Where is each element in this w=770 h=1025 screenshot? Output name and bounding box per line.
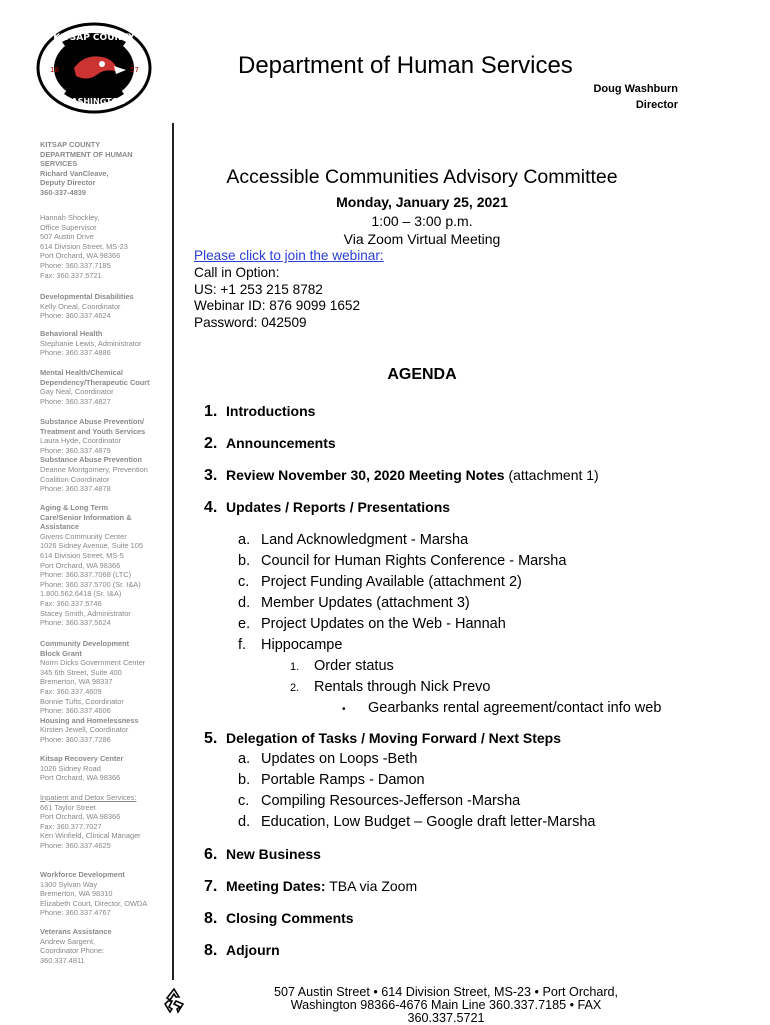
sidebar-contact-line: Mental Health/Chemical bbox=[40, 368, 123, 377]
sidebar-contact-line: Ken Winfield, Clinical Manager bbox=[40, 831, 141, 841]
sidebar-contact-line: Phone: 360.337.4886 bbox=[40, 348, 111, 358]
agenda-item-number: 2. bbox=[204, 435, 218, 452]
sidebar-contact-line: KITSAP COUNTY bbox=[40, 140, 101, 149]
agenda-item-number: 1. bbox=[204, 403, 218, 420]
sidebar-contact-line: Community Development bbox=[40, 639, 130, 648]
sidebar-contact-line: Care/Senior Information & bbox=[40, 512, 132, 522]
agenda-item-number: 8. bbox=[204, 942, 218, 959]
sidebar-contact-line: Givens Community Center bbox=[40, 531, 127, 541]
agenda-subsubitem-text: Rentals through Nick Prevo bbox=[314, 679, 491, 695]
agenda-subitem bbox=[238, 595, 470, 611]
agenda-subitem bbox=[238, 616, 506, 632]
agenda-subitem-text: Project Updates on the Web - Hannah bbox=[261, 616, 506, 632]
agenda-item-title: Meeting Dates: bbox=[226, 878, 326, 894]
director-name: Doug Washburn bbox=[593, 83, 678, 95]
agenda-item bbox=[204, 942, 280, 960]
sidebar-contact-line: Substance Abuse Prevention bbox=[40, 455, 142, 465]
agenda-subitem-text: Council for Human Rights Conference - Marsha bbox=[261, 553, 567, 569]
agenda-item-title: Adjourn bbox=[226, 942, 280, 958]
seal-text-bottom: WASHINGTON bbox=[62, 97, 126, 106]
webinar-join-link[interactable]: Please click to join the webinar: bbox=[194, 248, 384, 263]
sidebar-contact-line: Coordinator Phone: bbox=[40, 946, 105, 956]
agenda-subsubitem-marker: 1. bbox=[290, 661, 300, 673]
agenda-subitem-marker: c. bbox=[238, 574, 250, 590]
agenda-subitem-marker: b. bbox=[238, 553, 251, 569]
sidebar-contact-line: 1026 Sidney Avenue, Suite 105 bbox=[40, 541, 144, 551]
sidebar-contact-line: 360.337.4811 bbox=[40, 955, 85, 965]
sidebar-contact-line: Deputy Director bbox=[40, 178, 96, 188]
agenda-item-title: Announcements bbox=[226, 435, 336, 451]
seal-year-left: 18 bbox=[50, 66, 59, 74]
agenda-item-number: 5. bbox=[204, 730, 218, 747]
footer-address bbox=[268, 986, 624, 1025]
sidebar-contact-line: Port Orchard, WA 98366 bbox=[40, 812, 121, 822]
sidebar-contact-line: 507 Austin Drive bbox=[40, 232, 94, 242]
sidebar-contact-line: Kirsten Jewell, Coordinator bbox=[40, 725, 129, 735]
sidebar-contact-line: Phone: 360.337.5700 (Sr. I&A) bbox=[40, 579, 141, 589]
agenda-item bbox=[204, 435, 336, 453]
agenda-item-title: Review November 30, 2020 Meeting Notes bbox=[226, 467, 505, 483]
agenda-item bbox=[204, 499, 450, 517]
agenda-subitem-marker: c. bbox=[238, 793, 250, 809]
department-title: Department of Human Services bbox=[238, 52, 573, 79]
agenda-item-number: 6. bbox=[204, 846, 218, 863]
sidebar-contact-line: 614 Division Street, MS-23 bbox=[40, 241, 128, 251]
sidebar-contact-line: SERVICES bbox=[40, 159, 78, 169]
agenda-item-title: Introductions bbox=[226, 403, 316, 419]
agenda-subitem-marker: a. bbox=[238, 751, 251, 767]
sidebar-contact-line: Workforce Development bbox=[40, 870, 125, 879]
sidebar-contact-block bbox=[40, 793, 166, 851]
agenda-subitem-text: Compiling Resources-Jefferson -Marsha bbox=[261, 793, 521, 809]
agenda-item-note: TBA via Zoom bbox=[325, 878, 418, 894]
sidebar-contact-line: Developmental Disabilities bbox=[40, 292, 134, 301]
sidebar-contact-line: Phone: 360.337.4879 bbox=[40, 445, 111, 455]
agenda-item-number: 8. bbox=[204, 910, 218, 927]
agenda-subitem-marker: b. bbox=[238, 772, 251, 788]
agenda-subitem bbox=[238, 637, 342, 653]
sidebar-contact-line: Substance Abuse Prevention/ bbox=[40, 417, 145, 426]
sidebar-contact-block bbox=[40, 140, 166, 198]
sidebar-contact-line: Richard VanCleave, bbox=[40, 168, 109, 178]
meeting-venue: Via Zoom Virtual Meeting bbox=[343, 231, 501, 247]
sidebar-contact-block bbox=[40, 927, 166, 965]
agenda-subitem-text: Education, Low Budget – Google draft letter-Marsha bbox=[261, 814, 596, 830]
sidebar-contact-line: Treatment and Youth Services bbox=[40, 426, 146, 436]
sidebar-contact-block bbox=[40, 368, 166, 406]
call-in-phone: US: +1 253 215 8782 bbox=[194, 282, 323, 297]
webinar-password: Password: 042509 bbox=[194, 315, 307, 330]
sidebar-contact-line: Gay Neal, Coordinator bbox=[40, 387, 114, 397]
sidebar-contact-line: Stacey Smith, Administrator bbox=[40, 608, 131, 618]
sidebar-contact-line: Andrew Sargent, bbox=[40, 936, 96, 946]
agenda-item-number: 7. bbox=[204, 878, 218, 895]
sidebar-contact-line: Phone: 360.337.7185 bbox=[40, 260, 111, 270]
sidebar-contact-line: Behavioral Health bbox=[40, 329, 103, 338]
agenda-subitem-text: Hippocampe bbox=[261, 637, 343, 653]
agenda-subitem-marker: f. bbox=[238, 637, 247, 653]
sidebar-contact-line: 1026 Sidney Road bbox=[40, 763, 101, 773]
agenda-item-title: Updates / Reports / Presentations bbox=[226, 499, 451, 515]
sidebar-contact-line: Elizabeth Court, Director, OWDA bbox=[40, 898, 148, 908]
agenda-subitem-marker: d. bbox=[238, 595, 251, 611]
sidebar-contact-line: Phone: 360.337.5624 bbox=[40, 618, 111, 628]
sidebar-contact-line: 360-337-4839 bbox=[40, 187, 87, 197]
meeting-date: Monday, January 25, 2021 bbox=[336, 194, 508, 210]
agenda-subsubitem-text: Order status bbox=[314, 658, 394, 674]
agenda-item bbox=[204, 878, 417, 896]
agenda-item bbox=[204, 467, 599, 485]
sidebar-contact-line: Port Orchard, WA 98366 bbox=[40, 560, 121, 570]
sidebar-contact-line: Phone: 360.337.4606 bbox=[40, 706, 111, 716]
sidebar-contact-line: 661 Taylor Street bbox=[40, 802, 96, 812]
sidebar-contact-line: Coalition Coordinator bbox=[40, 474, 110, 484]
webinar-id: Webinar ID: 876 9099 1652 bbox=[194, 298, 361, 313]
sidebar-contact-block bbox=[40, 870, 166, 918]
sidebar-contact-line: Port Orchard, WA 98366 bbox=[40, 251, 121, 261]
sidebar-contact-line: Port Orchard, WA 98366 bbox=[40, 773, 121, 783]
agenda-bullet bbox=[342, 700, 661, 716]
footer-line-2: Washington 98366-4676 Main Line 360.337.7185 • FAX bbox=[290, 998, 602, 1012]
meeting-time: 1:00 – 3:00 p.m. bbox=[371, 213, 473, 229]
sidebar-contact-line: 1300 Sylvan Way bbox=[40, 879, 98, 889]
sidebar-contact-line: Aging & Long Term bbox=[40, 503, 109, 512]
sidebar-contact-line: Deanne Montgomery, Prevention bbox=[40, 464, 148, 474]
agenda-bullet-text: Gearbanks rental agreement/contact info web bbox=[368, 700, 662, 716]
sidebar-contact-line: 1.800.562.6418 (Sr. I&A) bbox=[40, 589, 122, 599]
agenda-subitem bbox=[238, 751, 417, 767]
agenda-subitem bbox=[238, 553, 566, 569]
sidebar-contact-line: Block Grant bbox=[40, 648, 82, 658]
agenda-item-note: (attachment 1) bbox=[504, 467, 599, 483]
sidebar-contact-line: Phone: 360.337.4827 bbox=[40, 396, 111, 406]
sidebar-contact-line: Bremerton, WA 98310 bbox=[40, 889, 113, 899]
agenda-subitem bbox=[238, 574, 522, 590]
agenda-subitem bbox=[238, 793, 520, 809]
agenda-item bbox=[204, 403, 315, 421]
sidebar-contact-line: Stephanie Lewis, Administrator bbox=[40, 338, 142, 348]
sidebar-contact-line: Kitsap Recovery Center bbox=[40, 754, 124, 763]
committee-title: Accessible Communities Advisory Committee bbox=[226, 166, 618, 188]
sidebar-contact-block bbox=[40, 417, 166, 494]
sidebar-contact-line: Phone: 360.337.7286 bbox=[40, 734, 111, 744]
sidebar-contact-line: Phone: 360.337.4625 bbox=[40, 840, 111, 850]
sidebar-contact-line: 345 6th Street, Suite 400 bbox=[40, 667, 122, 677]
agenda-item-title: Closing Comments bbox=[226, 910, 354, 926]
sidebar-contact-line: Dependency/Therapeutic Court bbox=[40, 377, 150, 387]
sidebar-contact-block bbox=[40, 329, 166, 358]
agenda-bullet-marker: • bbox=[342, 704, 346, 715]
sidebar-contact-line: Assistance bbox=[40, 522, 80, 532]
sidebar-contact-line: Office Supervisor bbox=[40, 222, 97, 232]
seal-year-right: 57 bbox=[130, 66, 139, 74]
agenda-subitem bbox=[238, 814, 596, 830]
agenda-subitem-marker: a. bbox=[238, 532, 251, 548]
agenda-subsubitem bbox=[290, 679, 491, 695]
agenda-item-title: New Business bbox=[226, 846, 321, 862]
sidebar-contact-line: Fax: 360.337.5746 bbox=[40, 598, 102, 608]
agenda-subitem-text: Project Funding Available (attachment 2) bbox=[261, 574, 522, 590]
agenda-subsubitem-marker: 2. bbox=[290, 682, 300, 694]
sidebar-contact-line: Fax: 360.377.7027 bbox=[40, 821, 102, 831]
agenda-item bbox=[204, 910, 354, 928]
sidebar-contact-block bbox=[40, 754, 166, 783]
agenda-item-number: 3. bbox=[204, 467, 218, 484]
sidebar-contact-line: Bonnie Tufts, Coordinator bbox=[40, 696, 124, 706]
county-seal-logo bbox=[36, 22, 152, 114]
sidebar-contact-line: Phone: 360.337.4878 bbox=[40, 484, 111, 494]
agenda-subitem-marker: e. bbox=[238, 616, 251, 632]
sidebar-contact-block bbox=[40, 292, 166, 321]
sidebar-contact-block bbox=[40, 503, 166, 628]
director-title: Director bbox=[635, 99, 678, 111]
agenda-title: AGENDA bbox=[387, 366, 457, 383]
agenda-item-title: Delegation of Tasks / Moving Forward / Next Steps bbox=[226, 730, 562, 746]
sidebar-contact-line: Hannah Shockley, bbox=[40, 213, 100, 222]
sidebar-contact-line: Housing and Homelessness bbox=[40, 715, 139, 725]
sidebar-contact-line: Bremerton, WA 98337 bbox=[40, 677, 113, 687]
seal-text-top: KITSAP COUNTY bbox=[53, 33, 135, 43]
sidebar-contact-block bbox=[40, 213, 166, 280]
sidebar-contact-line: Phone: 360.337.4624 bbox=[40, 311, 111, 321]
footer-line-1: 507 Austin Street • 614 Division Street, MS-23 • Port Orchard, bbox=[273, 985, 619, 999]
sidebar-contact-line: Kelly Oneal, Coordinator bbox=[40, 301, 121, 311]
sidebar-contact-line: Fax: 360.337.5721 bbox=[40, 270, 102, 280]
agenda-item bbox=[204, 730, 561, 748]
sidebar-contact-line: Veterans Assistance bbox=[40, 927, 112, 936]
sidebar-contact-line: Phone: 360.337.7068 (LTC) bbox=[40, 570, 132, 580]
agenda-subsubitem bbox=[290, 658, 394, 674]
agenda-item-number: 4. bbox=[204, 499, 218, 516]
agenda-subitem bbox=[238, 772, 425, 788]
footer-line-3: 360.337.5721 bbox=[407, 1011, 485, 1025]
sidebar-contact-line: Inpatient and Detox Services: bbox=[40, 793, 137, 802]
agenda-item bbox=[204, 846, 321, 864]
agenda-subitem-text: Member Updates (attachment 3) bbox=[261, 595, 470, 611]
sidebar-contact-line: Phone: 360.337.4767 bbox=[40, 908, 111, 918]
call-in-label: Call in Option: bbox=[194, 265, 280, 280]
recycle-icon bbox=[160, 986, 188, 1014]
sidebar-contact-line: Laura Hyde, Coordinator bbox=[40, 436, 121, 446]
sidebar-contact-line: Norm Dicks Government Center bbox=[40, 658, 146, 668]
sidebar-divider bbox=[172, 123, 174, 980]
agenda-subitem-text: Land Acknowledgment - Marsha bbox=[261, 532, 469, 548]
agenda-subitem-text: Updates on Loops -Beth bbox=[261, 751, 418, 767]
agenda-subitem bbox=[238, 532, 468, 548]
agenda-subitem-text: Portable Ramps - Damon bbox=[261, 772, 425, 788]
sidebar-contact-line: 614 Division Street, MS-5 bbox=[40, 550, 124, 560]
sidebar-contact-line: Fax: 360.337.4609 bbox=[40, 686, 102, 696]
sidebar-contact-line: DEPARTMENT OF HUMAN bbox=[40, 149, 133, 159]
agenda-subitem-marker: d. bbox=[238, 814, 251, 830]
sidebar-contact-block bbox=[40, 639, 166, 745]
